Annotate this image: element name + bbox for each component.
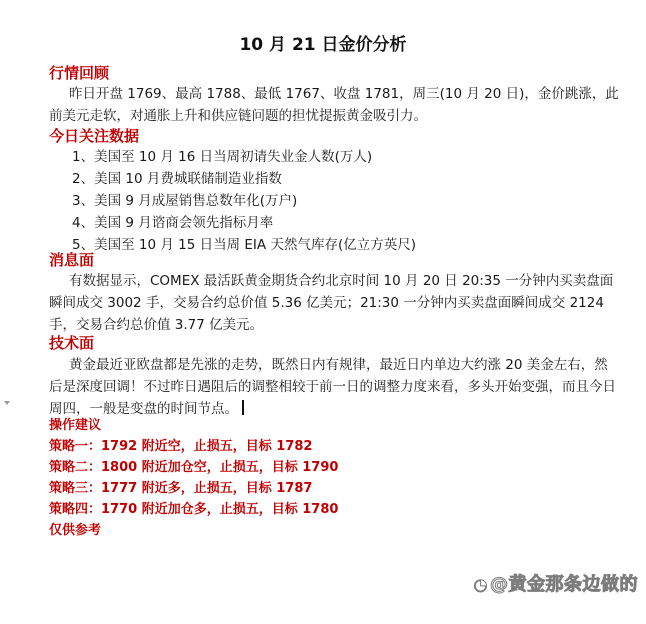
watermark-text: @黄金那条边做的 (490, 574, 638, 595)
margin-marker-icon (4, 401, 10, 405)
focus-data-item: 4、美国 9 月谘商会领先指标月率 (72, 215, 274, 231)
heading-technical: 技术面 (49, 334, 95, 352)
news-text: 有数据显示，COMEX 最活跃黄金期货合约北京时间 10 月 20 日 20:35 一分钟内买卖盘面瞬间成交 3002 手，交易合约总价值 5.36 亿美元；21:30 一分钟内买卖盘面瞬间成交 2124 手，交易合约总价值 3.77 亿美元。 (49, 273, 614, 333)
technical-text[interactable] (49, 354, 619, 420)
technical-text-content: 黄金最近亚欧盘都是先涨的走势，既然日内有规律，最近日内单边大约涨 20 美金左右，然后是深度回调！不过昨日遇阻后的调整相较于前一日的调整力度来看，多头开始变强，而且今日周四，一般是变盘的时间节点。 (49, 357, 616, 417)
heading-focus-data: 今日关注数据 (49, 127, 140, 145)
strategy-item: 策略四：1770 附近加仓多，止损五，目标 1780 (49, 502, 339, 517)
weibo-icon: ◔ (473, 575, 488, 594)
strategy-footer: 仅供参考 (49, 523, 102, 538)
strategy-item: 策略三：1777 附近多，止损五，目标 1787 (49, 481, 313, 496)
document-title: 10 月 21 日金价分析 (239, 35, 407, 55)
focus-data-item: 5、美国至 10 月 15 日当周 EIA 天然气库存(亿立方英尺) (72, 237, 416, 253)
watermark (474, 570, 638, 596)
market-review-text: 昨日开盘 1769、最高 1788、最低 1767、收盘 1781，周三(10 月 20 日)，金价跳涨，此前美元走软，对通胀上升和供应链问题的担忧提振黄金吸引力。 (49, 86, 619, 124)
text-cursor (242, 400, 244, 415)
strategy-item: 策略二：1800 附近加仓空，止损五，目标 1790 (49, 460, 339, 475)
focus-data-item: 3、美国 9 月成屋销售总数年化(万户) (72, 193, 298, 209)
heading-strategy: 操作建议 (49, 418, 102, 433)
heading-market-review: 行情回顾 (49, 64, 110, 82)
focus-data-item: 1、美国至 10 月 16 日当周初请失业金人数(万人) (72, 149, 373, 165)
focus-data-item: 2、美国 10 月费城联储制造业指数 (72, 171, 282, 187)
heading-news: 消息面 (49, 251, 95, 269)
strategy-item: 策略一：1792 附近空，止损五，目标 1782 (49, 439, 313, 454)
